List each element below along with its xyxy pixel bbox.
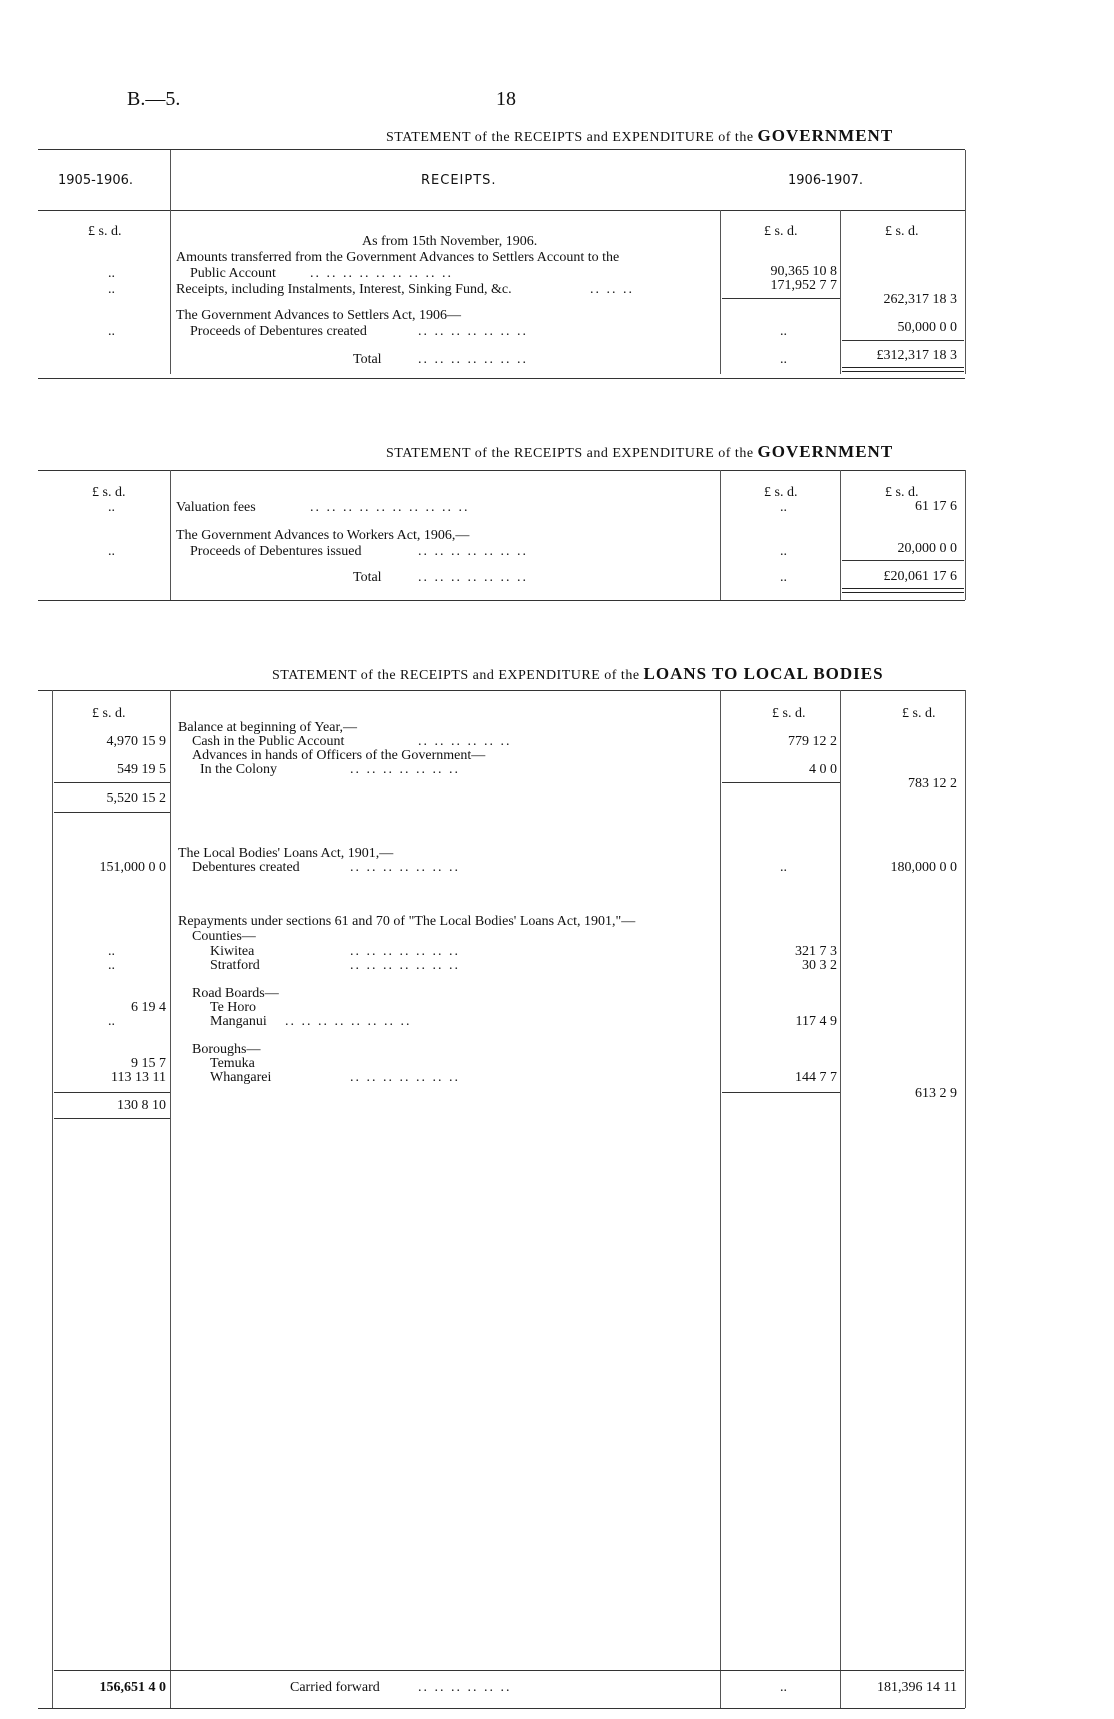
whangarei-prev: 113 13 11 <box>111 1070 166 1085</box>
repay-label: Repayments under sections 61 and 70 of "The Local Bodies' Loans Act, 1901,"— <box>178 914 636 929</box>
kiwitea-label: Kiwitea <box>210 944 255 959</box>
row1-value: 90,365 10 8 <box>770 264 837 279</box>
page-number: 18 <box>496 88 516 110</box>
temuka-label: Temuka <box>210 1056 255 1071</box>
carried-label: Carried forward <box>290 1680 380 1695</box>
s3-currency-header-total: £ s. d. <box>902 706 936 721</box>
stratford-curr: 30 3 2 <box>802 958 837 973</box>
stratford-label: Stratford <box>210 958 260 973</box>
cash-curr: 779 12 2 <box>788 734 837 749</box>
currency-header-prev: £ s. d. <box>88 224 122 239</box>
debentures-curr: 180,000 0 0 <box>890 860 957 875</box>
balance-curr-total: 783 12 2 <box>908 776 957 791</box>
repay-prev-total: 130 8 10 <box>117 1098 166 1113</box>
s2-row2-label2: Proceeds of Debentures issued <box>190 544 362 559</box>
tehoro-prev: 6 19 4 <box>131 1000 166 1015</box>
whangarei-label: Whangarei <box>210 1070 272 1085</box>
row1-label2: Public Account <box>190 266 276 281</box>
counties-label: Counties— <box>192 929 256 944</box>
advances-label: Advances in hands of Officers of the Government— <box>192 748 486 763</box>
s3-currency-header-mid: £ s. d. <box>772 706 806 721</box>
road-boards-label: Road Boards— <box>192 986 279 1001</box>
section1-heading: STATEMENT of the RECEIPTS and EXPENDITURE of the GOVERNMENT <box>386 126 894 145</box>
colony-curr: 4 0 0 <box>809 762 837 777</box>
s2-row2-total: 20,000 0 0 <box>897 541 957 556</box>
s2-total-value: £20,061 17 6 <box>883 569 957 584</box>
row2-label: Receipts, including Instalments, Interest, Sinking Fund, &c. <box>176 282 512 297</box>
row2-value: 171,952 7 7 <box>770 278 837 293</box>
tehoro-label: Te Horo <box>210 1000 257 1015</box>
s2-row1-total: 61 17 6 <box>915 499 957 514</box>
manganui-label: Manganui <box>210 1014 267 1029</box>
s2-total-label: Total <box>353 570 382 585</box>
boroughs-label: Boroughs— <box>192 1042 261 1057</box>
balance-prev-total: 5,520 15 2 <box>106 791 166 806</box>
cash-label: Cash in the Public Account <box>192 734 345 749</box>
debentures-prev: 151,000 0 0 <box>99 860 166 875</box>
colony-label: In the Colony <box>200 762 277 777</box>
carried-curr: 181,396 14 11 <box>877 1680 957 1695</box>
act-label: The Local Bodies' Loans Act, 1901,— <box>178 846 394 861</box>
section3-heading: STATEMENT of the RECEIPTS and EXPENDITURE of the LOANS TO LOCAL BODIES <box>272 664 884 683</box>
as-from-label: As from 15th November, 1906. <box>362 234 538 249</box>
row1-label: Amounts transferred from the Government Advances to Settlers Account to the <box>176 250 620 265</box>
row3-label2: Proceeds of Debentures created <box>190 324 367 339</box>
page-reference: B.—5. <box>127 88 181 110</box>
section2-heading: STATEMENT of the RECEIPTS and EXPENDITURE of the GOVERNMENT <box>386 442 894 461</box>
s2-currency-header-mid: £ s. d. <box>764 485 798 500</box>
total-label: Total <box>353 352 382 367</box>
s2-currency-header-total: £ s. d. <box>885 485 919 500</box>
currency-header-total: £ s. d. <box>885 224 919 239</box>
debentures-label: Debentures created <box>192 860 300 875</box>
currency-header-mid: £ s. d. <box>764 224 798 239</box>
s3-currency-header-prev: £ s. d. <box>92 706 126 721</box>
carried-prev: 156,651 4 0 <box>99 1680 166 1695</box>
s2-row1-label: Valuation fees <box>176 500 256 515</box>
cash-prev: 4,970 15 9 <box>106 734 166 749</box>
col-prev-year: 1905-1906. <box>58 173 133 188</box>
kiwitea-curr: 321 7 3 <box>795 944 837 959</box>
whangarei-curr: 144 7 7 <box>795 1070 837 1085</box>
temuka-prev: 9 15 7 <box>131 1056 166 1071</box>
manganui-curr: 117 4 9 <box>795 1014 837 1029</box>
col-receipts: RECEIPTS. <box>421 173 497 188</box>
col-curr-year: 1906-1907. <box>788 173 863 188</box>
row3-total: 50,000 0 0 <box>897 320 957 335</box>
colony-prev: 549 19 5 <box>117 762 166 777</box>
repay-curr-total: 613 2 9 <box>915 1086 957 1101</box>
s2-row2-label: The Government Advances to Workers Act, 1906,— <box>176 528 470 543</box>
balance-label: Balance at beginning of Year,— <box>178 720 358 735</box>
subtotal-value: 262,317 18 3 <box>883 292 957 307</box>
s2-currency-header-prev: £ s. d. <box>92 485 126 500</box>
total-value: £312,317 18 3 <box>876 348 957 363</box>
row3-label: The Government Advances to Settlers Act, 1906— <box>176 308 461 323</box>
